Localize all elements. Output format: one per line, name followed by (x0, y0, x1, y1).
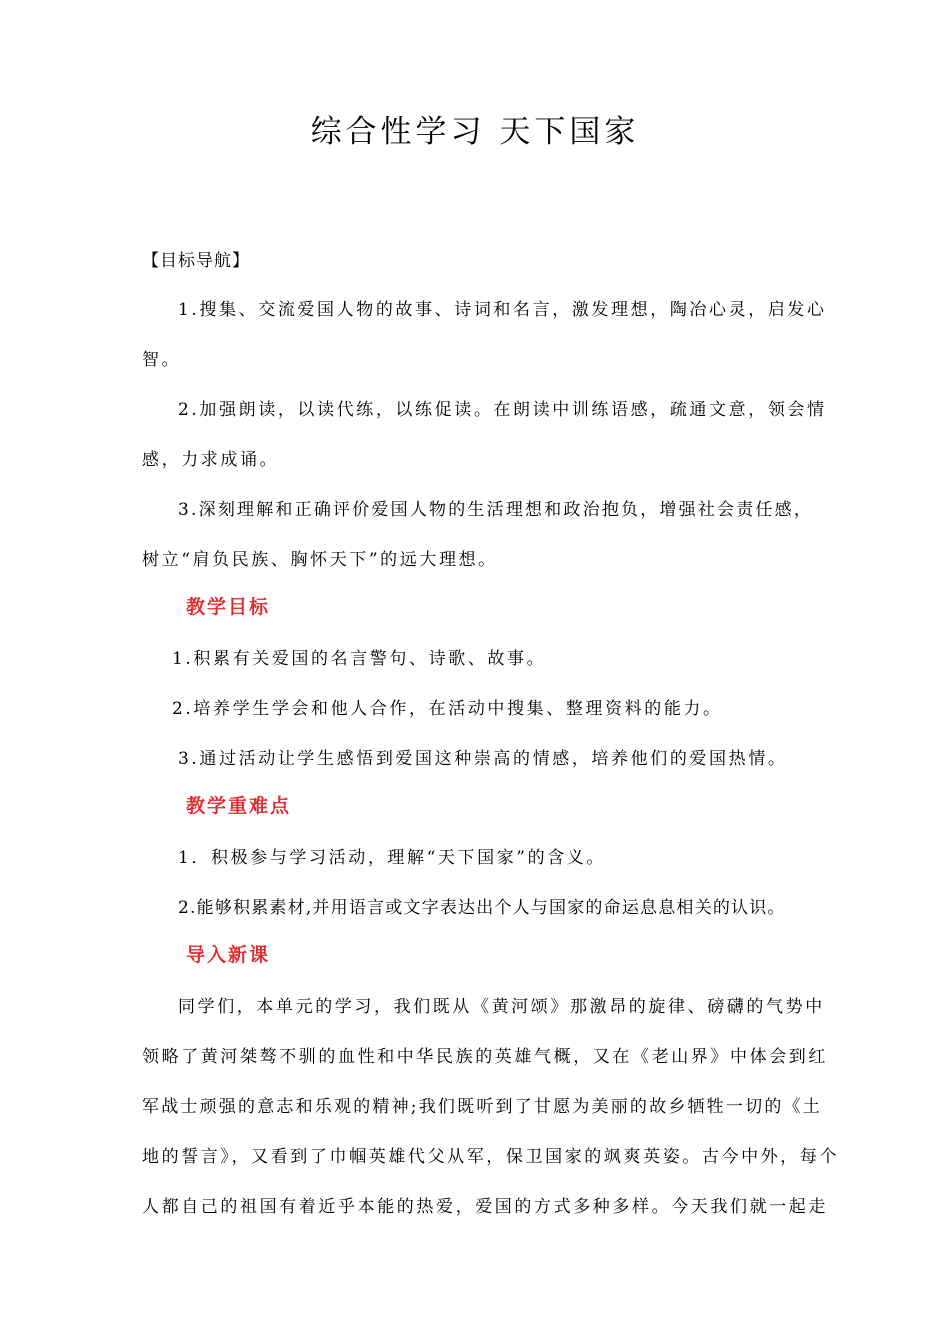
teaching-goal-item-1: 1.积累有关爱国的名言警句、诗歌、故事。 (172, 649, 547, 669)
teaching-goal-item-2: 2.培养学生学会和他人合作，在活动中搜集、整理资料的能力。 (172, 699, 723, 719)
intro-heading: 导入新课 (186, 944, 271, 966)
key-points-heading: 教学重难点 (186, 795, 292, 817)
teaching-goal-item-3: 3.通过活动让学生感悟到爱国这种崇高的情感，培养他们的爱国热情。 (178, 749, 788, 769)
key-point-item-2: 2.能够积累素材,并用语言或文字表达出个人与国家的命运息息相关的认识。 (178, 898, 786, 918)
target-nav-item-2-line-2: 感，力求成诵。 (142, 450, 280, 470)
intro-line-4: 地的誓言》，又看到了巾帼英雄代父从军，保卫国家的飒爽英姿。古今中外，每个 (142, 1147, 840, 1167)
target-nav-label: 【目标导航】 (142, 251, 250, 271)
teaching-goals-heading: 教学目标 (186, 596, 271, 618)
target-nav-item-3-line-2: 树立“肩负民族、胸怀天下”的远大理想。 (142, 550, 498, 570)
intro-line-1: 同学们，本单元的学习，我们既从《黄河颂》那激昂的旋律、磅礴的气势中 (178, 997, 825, 1017)
target-nav-item-1-line-1: 1.搜集、交流爱国人物的故事、诗词和名言，激发理想，陶冶心灵，启发心 (178, 300, 827, 320)
key-point-item-1: 1．积极参与学习活动，理解“天下国家”的含义。 (178, 848, 606, 868)
intro-line-3: 军战士顽强的意志和乐观的精神;我们既听到了甘愿为美丽的故乡牺牲一切的《土 (142, 1097, 822, 1117)
target-nav-item-1-line-2: 智。 (142, 350, 182, 370)
intro-line-2: 领略了黄河桀骜不驯的血性和中华民族的英雄气概，又在《老山界》中体会到红 (142, 1047, 828, 1067)
document-title: 综合性学习 天下国家 (310, 114, 640, 150)
intro-line-5: 人都自己的祖国有着近乎本能的热爱，爱国的方式多种多样。今天我们就一起走 (142, 1197, 828, 1217)
target-nav-item-3-line-1: 3.深刻理解和正确评价爱国人物的生活理想和政治抱负，增强社会责任感， (178, 500, 814, 520)
target-nav-item-2-line-1: 2.加强朗读，以读代练，以练促读。在朗读中训练语感，疏通文意，领会情 (178, 400, 827, 420)
